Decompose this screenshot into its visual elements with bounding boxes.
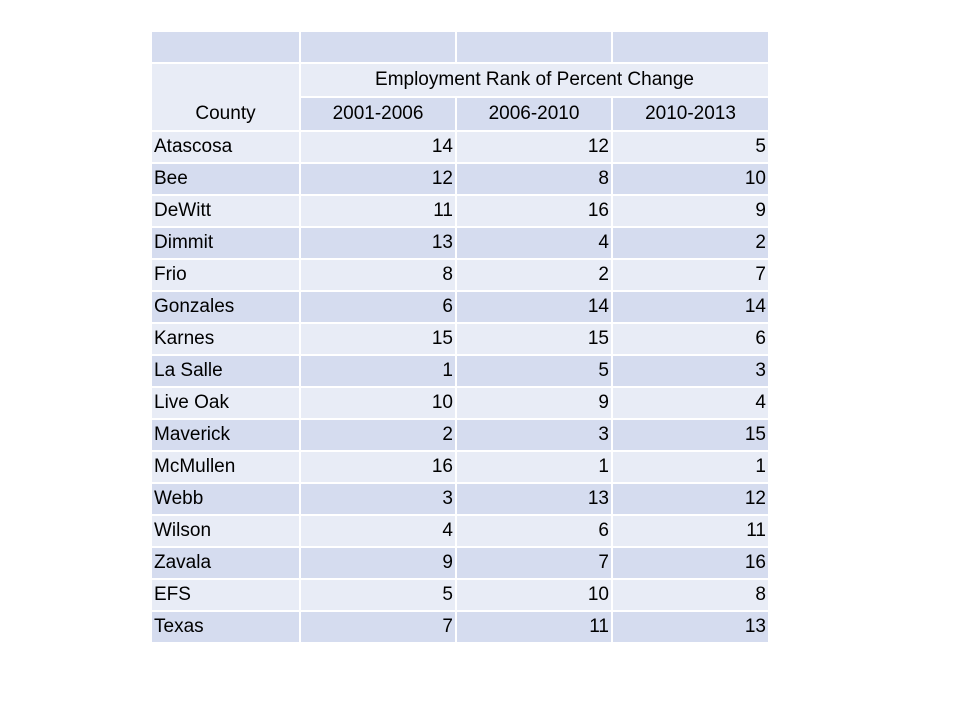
- rank-value-cell: 10: [300, 387, 456, 419]
- county-name-cell: Atascosa: [152, 131, 300, 163]
- county-name-cell: Zavala: [152, 547, 300, 579]
- group-header: Employment Rank of Percent Change: [300, 63, 768, 97]
- rank-value-cell: 10: [456, 579, 612, 611]
- period-header: 2010-2013: [612, 97, 768, 131]
- rank-value-cell: 12: [612, 483, 768, 515]
- table-row: [152, 419, 768, 451]
- county-name-cell: DeWitt: [152, 195, 300, 227]
- rank-value-cell: 3: [300, 483, 456, 515]
- rank-value-cell: 3: [456, 419, 612, 451]
- table-row: [152, 547, 768, 579]
- rank-value-cell: 16: [300, 451, 456, 483]
- rank-value-cell: 3: [612, 355, 768, 387]
- rank-value-cell: 14: [612, 291, 768, 323]
- rank-value-cell: 10: [612, 163, 768, 195]
- rank-value-cell: 9: [612, 195, 768, 227]
- rank-table-container: [152, 32, 768, 644]
- rank-value-cell: 6: [612, 323, 768, 355]
- employment-rank-table: [152, 32, 768, 644]
- rank-value-cell: 11: [300, 195, 456, 227]
- county-name-cell: La Salle: [152, 355, 300, 387]
- rank-value-cell: 1: [456, 451, 612, 483]
- blank-cell: [152, 32, 300, 63]
- table-row: [152, 355, 768, 387]
- rank-value-cell: 7: [300, 611, 456, 643]
- blank-cell: [300, 32, 456, 63]
- rank-value-cell: 13: [612, 611, 768, 643]
- table-row: [152, 131, 768, 163]
- rank-value-cell: 5: [300, 579, 456, 611]
- rank-value-cell: 2: [300, 419, 456, 451]
- county-name-cell: Dimmit: [152, 227, 300, 259]
- rank-value-cell: 4: [612, 387, 768, 419]
- table-row: [152, 387, 768, 419]
- county-name-cell: Webb: [152, 483, 300, 515]
- county-name-cell: Gonzales: [152, 291, 300, 323]
- county-name-cell: Texas: [152, 611, 300, 643]
- rank-value-cell: 8: [456, 163, 612, 195]
- rank-value-cell: 15: [612, 419, 768, 451]
- rank-value-cell: 6: [300, 291, 456, 323]
- rank-value-cell: 4: [300, 515, 456, 547]
- rank-value-cell: 15: [456, 323, 612, 355]
- county-name-cell: Bee: [152, 163, 300, 195]
- rank-value-cell: 14: [300, 131, 456, 163]
- rank-value-cell: 4: [456, 227, 612, 259]
- table-row: [152, 227, 768, 259]
- table-row: [152, 483, 768, 515]
- county-name-cell: Frio: [152, 259, 300, 291]
- rank-value-cell: 5: [612, 131, 768, 163]
- table-row: [152, 323, 768, 355]
- rank-value-cell: 1: [612, 451, 768, 483]
- county-name-cell: EFS: [152, 579, 300, 611]
- county-name-cell: Wilson: [152, 515, 300, 547]
- rank-value-cell: 9: [300, 547, 456, 579]
- rank-value-cell: 8: [612, 579, 768, 611]
- rank-value-cell: 12: [300, 163, 456, 195]
- county-name-cell: Live Oak: [152, 387, 300, 419]
- rank-value-cell: 11: [456, 611, 612, 643]
- period-header: 2006-2010: [456, 97, 612, 131]
- rank-value-cell: 1: [300, 355, 456, 387]
- rank-value-cell: 2: [456, 259, 612, 291]
- table-row: [152, 163, 768, 195]
- rank-value-cell: 9: [456, 387, 612, 419]
- table-row: [152, 259, 768, 291]
- county-name-cell: McMullen: [152, 451, 300, 483]
- rank-value-cell: 5: [456, 355, 612, 387]
- group-header-row: [152, 63, 768, 97]
- rank-value-cell: 6: [456, 515, 612, 547]
- table-row: [152, 579, 768, 611]
- rank-value-cell: 7: [456, 547, 612, 579]
- county-name-cell: Maverick: [152, 419, 300, 451]
- rank-value-cell: 14: [456, 291, 612, 323]
- county-name-cell: Karnes: [152, 323, 300, 355]
- rank-value-cell: 11: [612, 515, 768, 547]
- table-row: [152, 611, 768, 643]
- table-row: [152, 291, 768, 323]
- rank-value-cell: 13: [300, 227, 456, 259]
- blank-cell: [456, 32, 612, 63]
- blank-cell: [612, 32, 768, 63]
- period-header: 2001-2006: [300, 97, 456, 131]
- table-row: [152, 515, 768, 547]
- rank-value-cell: 8: [300, 259, 456, 291]
- rank-value-cell: 13: [456, 483, 612, 515]
- rank-value-cell: 12: [456, 131, 612, 163]
- county-header: County: [152, 63, 300, 131]
- rank-value-cell: 2: [612, 227, 768, 259]
- rank-value-cell: 7: [612, 259, 768, 291]
- table-row: [152, 451, 768, 483]
- blank-row: [152, 32, 768, 63]
- rank-value-cell: 16: [456, 195, 612, 227]
- table-row: [152, 195, 768, 227]
- rank-value-cell: 15: [300, 323, 456, 355]
- rank-value-cell: 16: [612, 547, 768, 579]
